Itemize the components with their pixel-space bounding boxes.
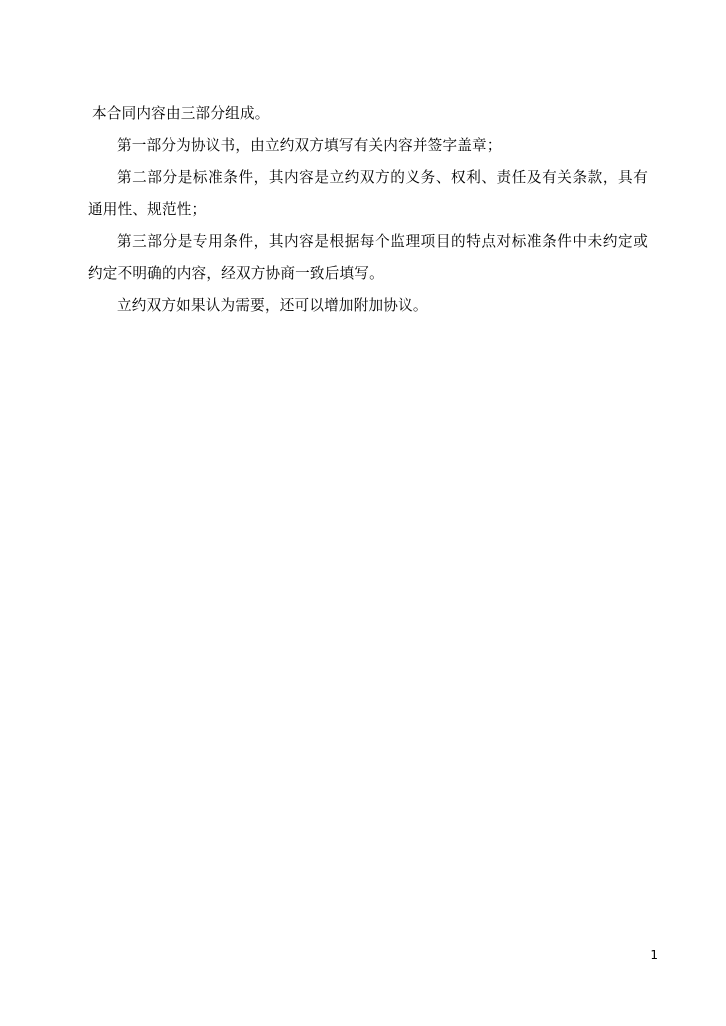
paragraph-part-two: 第二部分是标准条件，其内容是立约双方的义务、权利、责任及有关条款，具有通用性、规范性； [88, 169, 648, 218]
paragraph-part-one: 第一部分为协议书，由立约双方填写有关内容并签字盖章； [117, 137, 502, 154]
paragraph-additional-agreement: 立约双方如果认为需要，还可以增加附加协议。 [117, 297, 428, 314]
document-body [88, 98, 648, 322]
page-number: 1 [650, 948, 658, 962]
paragraph-part-three: 第三部分是专用条件，其内容是根据每个监理项目的特点对标准条件中未约定或约定不明确的内容，经双方协商一致后填写。 [88, 233, 648, 282]
paragraph-intro: 本合同内容由三部分组成。 [92, 105, 270, 122]
